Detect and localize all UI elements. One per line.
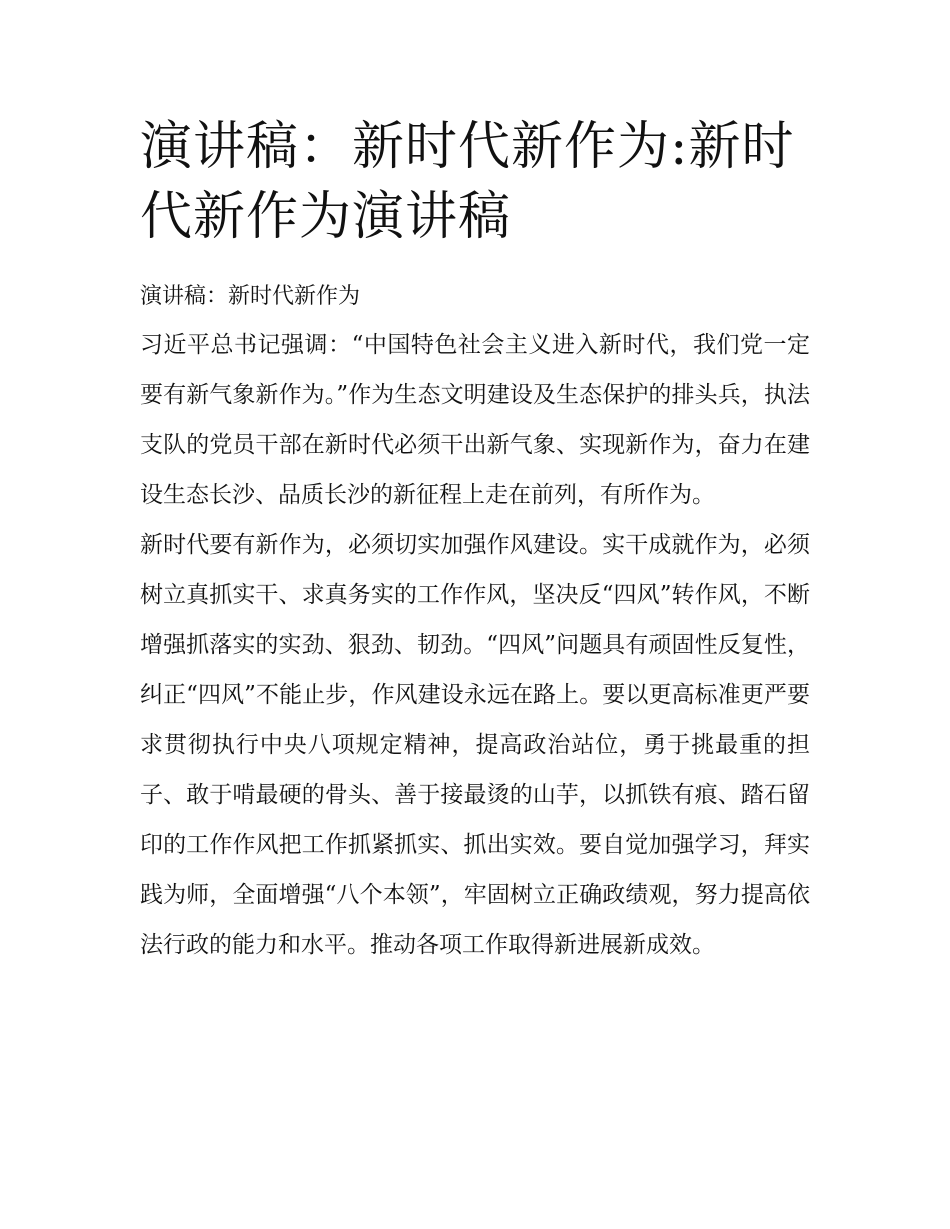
paragraph-1: 习近平总书记强调：“中国特色社会主义进入新时代，我们党一定要有新气象新作为。”作为生态文明建设及生态保护的排头兵，执法支队的党员干部在新时代必须干出新气象、实现新作为，奋力在建设生态长沙、品质长沙的新征程上走在前列，有所作为。 (140, 332, 810, 508)
document-title: 演讲稿：新时代新作为:新时代新作为演讲稿 (140, 117, 795, 247)
paragraph-2: 新时代要有新作为，必须切实加强作风建设。实干成就作为，必须树立真抓实干、求真务实的工作作风，坚决反“四风”转作风，不断增强抓落实的实劲、狠劲、韧劲。“四风”问题具有顽固性反复性，纠正“四风”不能止步，作风建设永远在路上。要以更高标准更严要求贯彻执行中央八项规定精神，提高政治站位，勇于挑最重的担子、敢于啃最硬的骨头、善于接最烫的山芋，以抓铁有痕、踏石留印的工作作风把工作抓紧抓实、抓出实效。要自觉加强学习，拜实践为师，全面增强“八个本领”，牢固树立正确政绩观，努力提高依法行政的能力和水平。推动各项工作取得新进展新成效。 (140, 532, 810, 958)
document-subtitle: 演讲稿：新时代新作为 (140, 284, 361, 309)
document-page (140, 112, 810, 970)
